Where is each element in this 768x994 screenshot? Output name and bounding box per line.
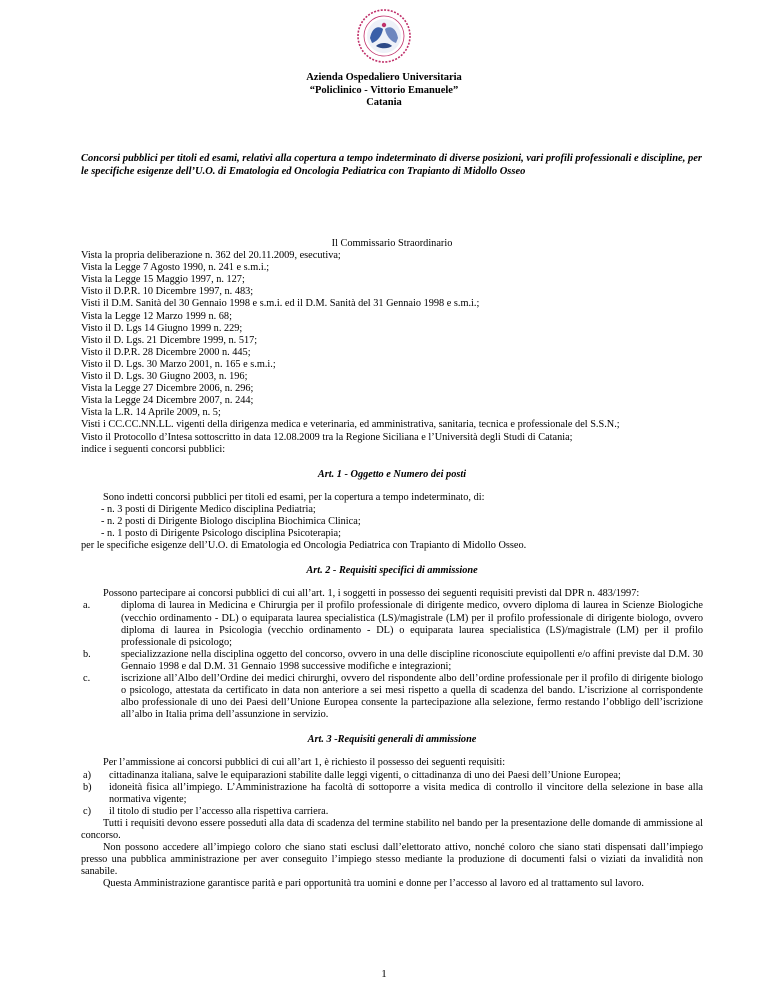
- preamble-line: Visti i CC.CC.NN.LL. vigenti della dirigenza medica e veterinaria, ed amministrativa, sanitaria, tecnica e professionale del S.S.N.;: [81, 419, 620, 431]
- preamble-line: Visto il D. Lgs. 21 Dicembre 1999, n. 517;: [81, 334, 258, 346]
- preamble-line: Vista la Legge 7 Agosto 1990, n. 241 e s.m.i.;: [81, 262, 270, 274]
- preamble-line: indice i seguenti concorsi pubblici:: [81, 443, 226, 455]
- page-number: 1: [381, 968, 387, 980]
- preamble-line: Vista la L.R. 14 Aprile 2009, n. 5;: [81, 407, 221, 419]
- preamble-line: Visto il D. Lgs 14 Giugno 1999 n. 229;: [81, 322, 243, 334]
- art3-section: [81, 757, 703, 890]
- preamble-line: Visto il D.P.R. 28 Dicembre 2000 n. 445;: [81, 346, 251, 358]
- preamble-line: Visto il Protocollo d’Intesa sottoscritto in data 12.08.2009 tra la Regione Siciliana e l’Università degli Studi di Catania;: [81, 431, 573, 443]
- institution-subname: “Policlinico - Vittorio Emanuele”: [309, 84, 459, 96]
- art1-item: - n. 3 posti di Dirigente Medico disciplina Pediatria;: [101, 503, 316, 515]
- art2-section: [81, 588, 703, 721]
- art1-item: - n. 2 posti di Dirigente Biologo disciplina Biochimica Clinica;: [101, 515, 361, 527]
- institution-city: Catania: [366, 97, 402, 108]
- art3-intro: Per l’ammissione ai concorsi pubblici di cui all’art 1, è richiesto il possesso dei seguenti requisiti:: [103, 757, 506, 769]
- art3-item: [81, 782, 703, 806]
- preamble-line: Visti il D.M. Sanità del 30 Gennaio 1998 e s.m.i. ed il D.M. Sanità del 31 Gennaio 1998 e s.m.i.;: [81, 298, 480, 310]
- document-subject: Concorsi pubblici per titoli ed esami, relativi alla copertura a tempo indeterminato di diverse posizioni, vari profili professionali e discipline, per le specifiche esigenze dell’U.O. di Ematologia ed Oncologia Pediatrica con Trapianto di Midollo Osseo: [81, 153, 702, 177]
- preamble-line: Vista la Legge 24 Dicembre 2007, n. 244;: [81, 395, 254, 407]
- preamble-line: Vista la Legge 15 Maggio 1997, n. 127;: [81, 274, 245, 286]
- art1-section: [81, 492, 703, 552]
- commissioner-heading: Il Commissario Straordinario: [331, 238, 453, 249]
- item-label: b): [83, 781, 92, 793]
- art1-intro: Sono indetti concorsi pubblici per titoli ed esami, per la copertura a tempo indeterminato, di:: [103, 491, 485, 503]
- art3-paragraph: Tutti i requisiti devono essere posseduti alla data di scadenza del termine stabilito nel bando per la presentazione delle domande di ammissione al concorso.: [81, 817, 703, 842]
- item-label: b.: [83, 648, 91, 660]
- document-body: [81, 238, 703, 891]
- item-text: specializzazione nella disciplina oggetto del concorso, ovvero in una delle discipline riconosciute equipollenti e/o affini previste dal D.M. 30 Gennaio 1998 e dal D.M. 31 Gennaio 1998 successive modifiche e integrazioni;: [121, 648, 703, 672]
- art3-item: [81, 806, 703, 818]
- item-text: cittadinanza italiana, salve le equiparazioni stabilite dalle leggi vigenti, o cittadinanza di uno dei Paesi dell’Unione Europea;: [109, 769, 621, 781]
- item-label: c.: [83, 673, 91, 684]
- hospital-seal-icon: [356, 8, 412, 64]
- item-text: iscrizione all’Albo dell’Ordine dei medici chirurghi, ovvero del rispondente albo dell’ordine professionale per il profilo di dirigente biologo o psicologo, attestata da certificato in data non anteriore a sei mesi rispetto a quella di scadenza del bando. L’iscrizione al corrispondente albo professionale di uno dei Paesi dell’Unione Europea consente la partecipazione alla selezione, fermo restando l’obbligo dell’iscrizione all’albo in Italia prima dell’assunzione in servizio.: [121, 673, 703, 721]
- art3-item: [81, 770, 703, 782]
- art2-intro: Possono partecipare ai concorsi pubblici di cui all’art. 1, i soggetti in possesso dei seguenti requisiti previsti dal DPR n. 483/1997:: [103, 588, 640, 600]
- art2-item: [81, 649, 703, 673]
- item-text: il titolo di studio per l’accesso alla rispettiva carriera.: [109, 805, 329, 817]
- art2-item: [81, 600, 703, 648]
- item-label: c): [83, 805, 91, 817]
- preamble-line: Visto il D.P.R. 10 Dicembre 1997, n. 483;: [81, 286, 254, 298]
- art1-item: - n. 1 posto di Dirigente Psicologo disciplina Psicoterapia;: [101, 528, 341, 540]
- institution-header: [0, 72, 768, 110]
- item-text: idoneità fisica all’impiego. L’Amministrazione ha facoltà di sottoporre a visita medica di controllo il vincitore della selezione in base alla normativa vigente;: [109, 781, 703, 805]
- item-label: a): [83, 769, 91, 781]
- art3-title: Art. 3 -Requisiti generali di ammissione: [307, 734, 477, 746]
- preamble-line: Visto il D. Lgs. 30 Giugno 2003, n. 196;: [81, 371, 248, 383]
- art2-item: [81, 673, 703, 721]
- institution-name: Azienda Ospedaliero Universitaria: [306, 72, 462, 83]
- art1-closing: per le specifiche esigenze dell’U.O. di Ematologia ed Oncologia Pediatrica con Trapianto di Midollo Osseo.: [81, 540, 527, 552]
- preamble-line: Visto il D. Lgs. 30 Marzo 2001, n. 165 e s.m.i.;: [81, 358, 276, 370]
- preamble: [81, 250, 703, 456]
- art2-title: Art. 2 - Requisiti specifici di ammissione: [306, 565, 478, 577]
- preamble-line: Vista la Legge 27 Dicembre 2006, n. 296;: [81, 383, 254, 395]
- art1-title: Art. 1 - Oggetto e Numero dei posti: [317, 468, 467, 480]
- item-label: a.: [83, 600, 91, 612]
- preamble-line: Vista la Legge 12 Marzo 1999 n. 68;: [81, 310, 232, 322]
- preamble-line: Vista la propria deliberazione n. 362 del 20.11.2009, esecutiva;: [81, 250, 341, 262]
- art3-paragraph: Non possono accedere all’impiego coloro che siano stati esclusi dall’elettorato attivo, nonché coloro che siano stati dispensati dall’impiego presso una pubblica amministrazione per aver conseguito l’impiego stesso mediante la produzione di documenti falsi o viziati da invalidità non sanabile.: [81, 842, 703, 878]
- art3-paragraph: Questa Amministrazione garantisce parità e pari opportunità tra uomini e donne per l’accesso al lavoro ed al trattamento sul lavoro.: [103, 878, 644, 890]
- item-text: diploma di laurea in Medicina e Chirurgia per il profilo professionale di dirigente medico, ovvero diploma di laurea in Scienze Biologiche (vecchio ordinamento - DL) o equiparata laurea specialistica (LS)/magistrale (LM) per il profilo professionale di dirigente biologo, ovvero diploma di laurea in Psicologia (vecchio ordinamento - DL) o equiparata laurea specialistica (LS)/magistrale (LM) per il profilo professionale di psicologo;: [121, 600, 703, 648]
